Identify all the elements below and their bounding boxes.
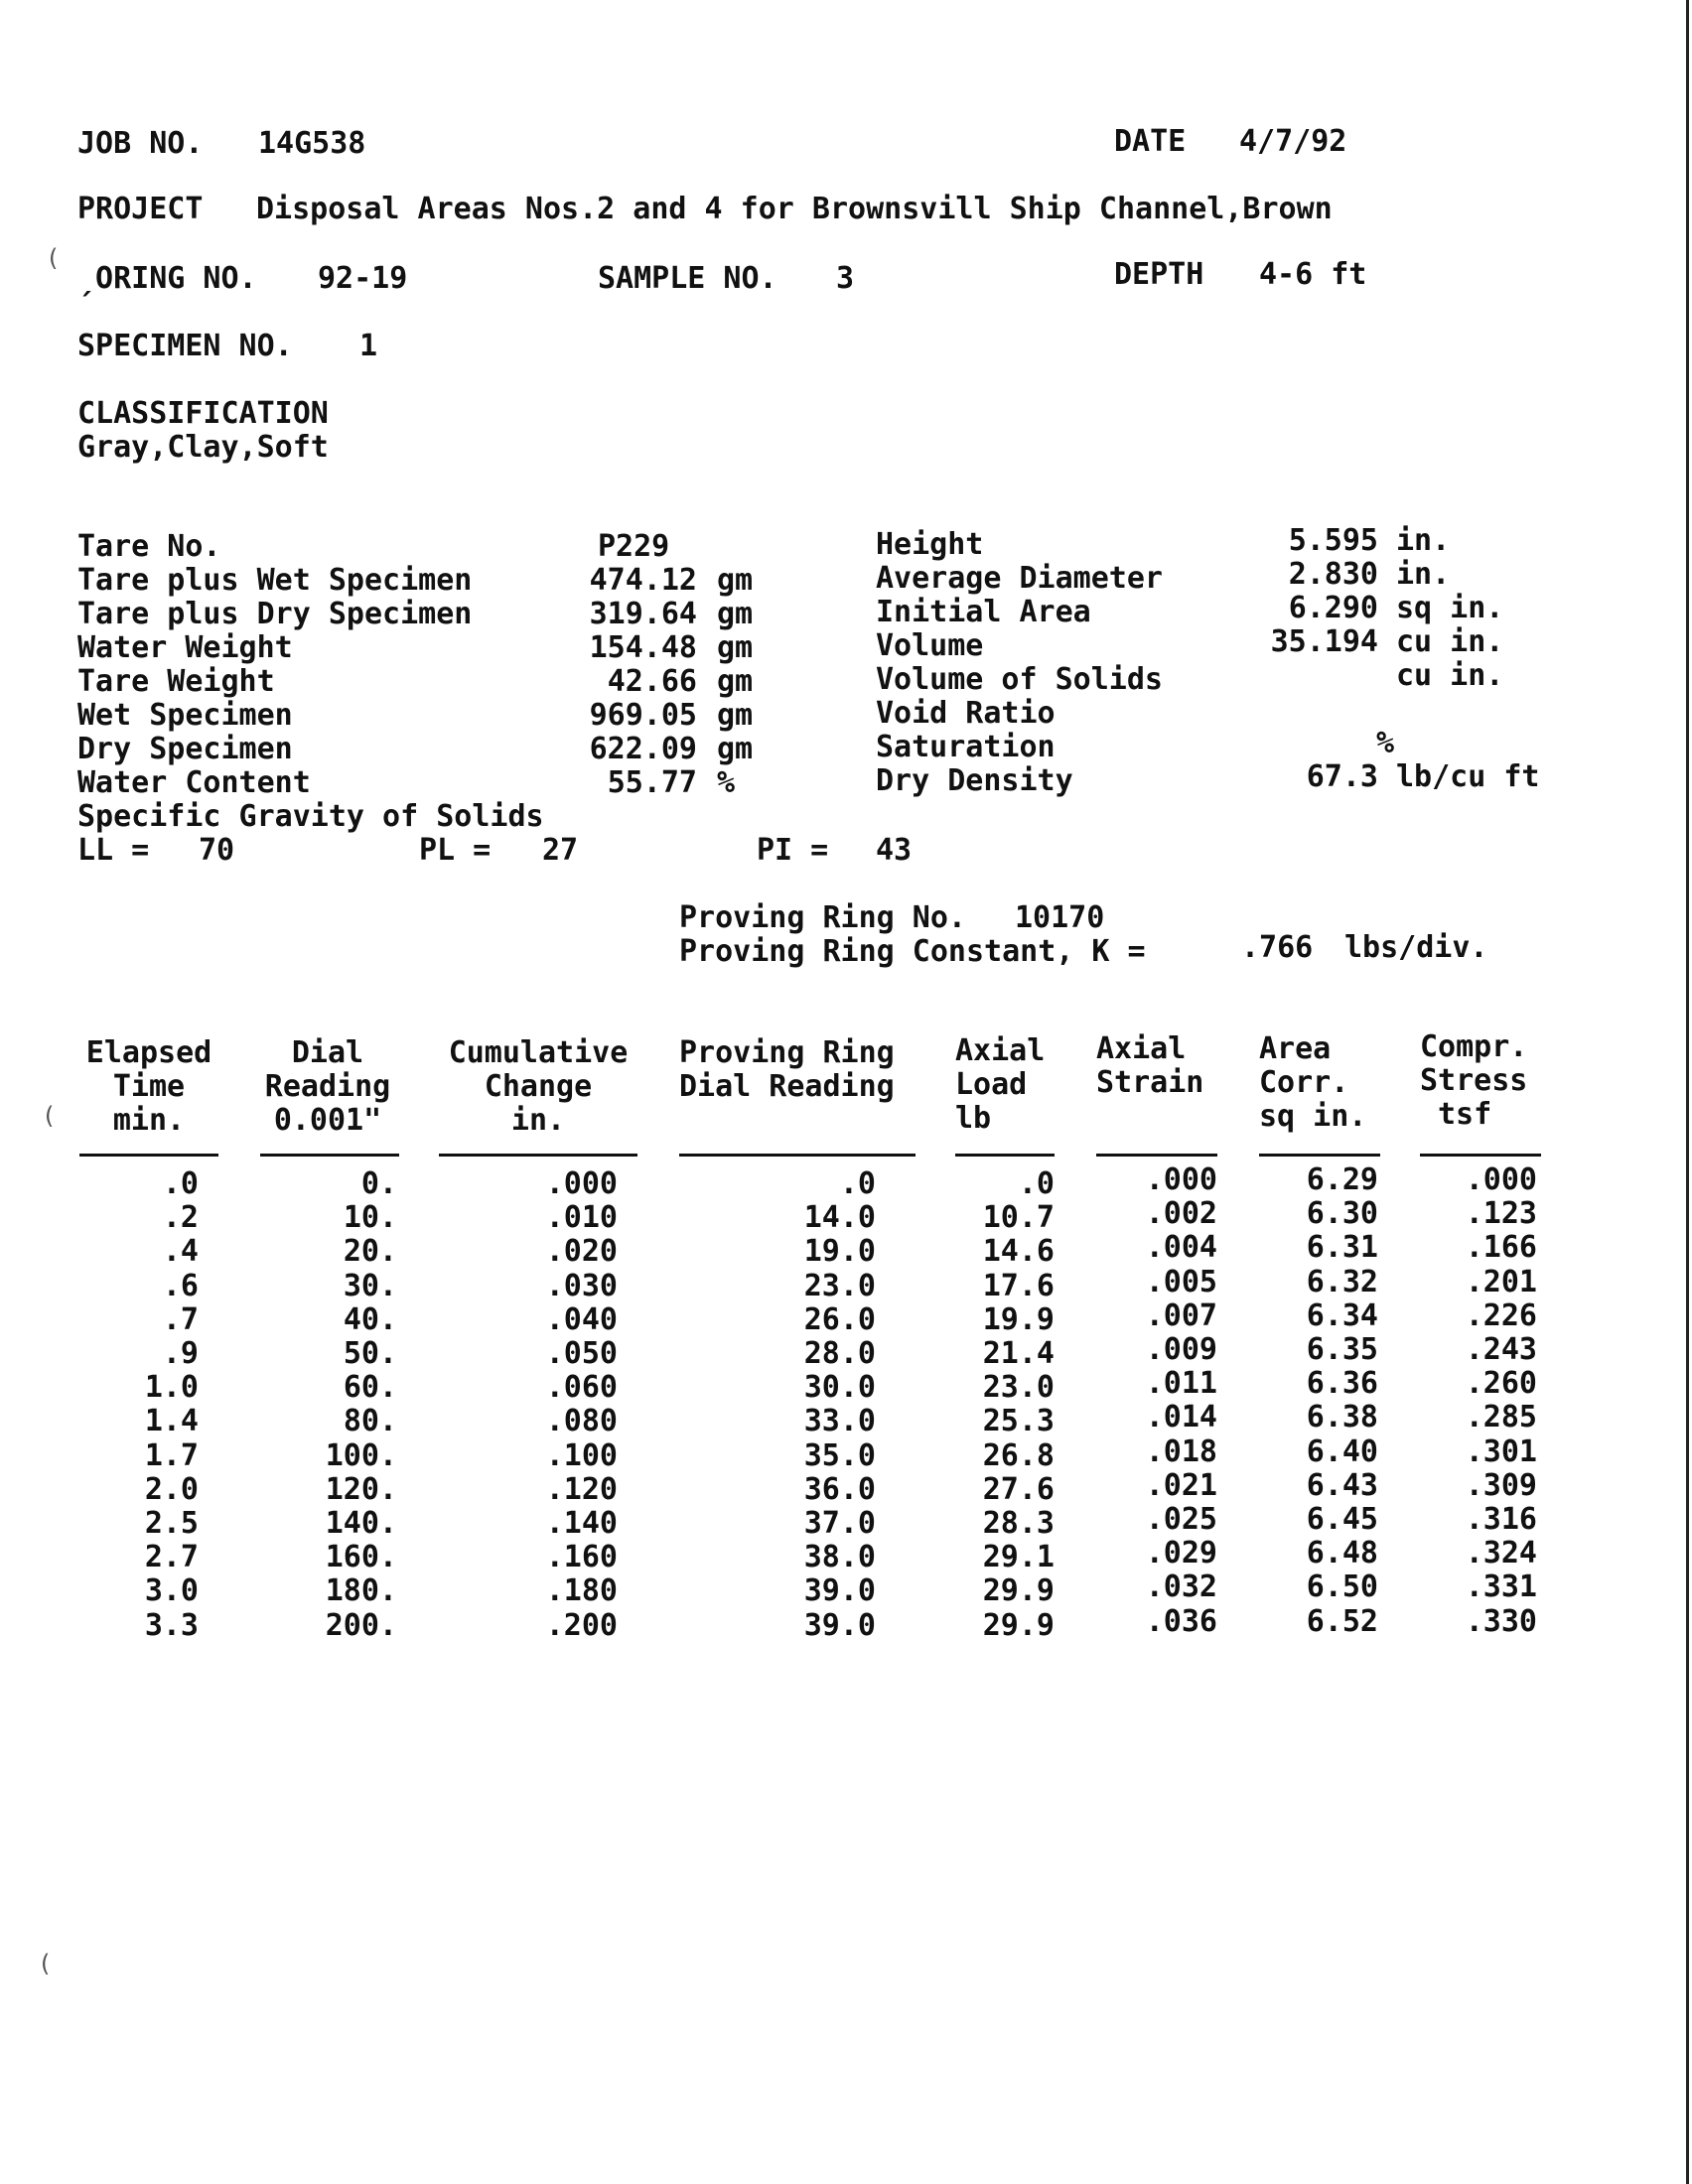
dial-reading-cell: 30.	[343, 1269, 397, 1303]
elapsed-time-cell: .7	[162, 1302, 199, 1337]
column-header: Stress	[1420, 1063, 1528, 1098]
proving-ring-reading-cell: 19.0	[803, 1234, 876, 1269]
axial-load-cell: 29.1	[982, 1540, 1055, 1574]
column-rule	[439, 1154, 637, 1157]
column-header: Area	[1259, 1031, 1332, 1066]
proving-ring-reading-cell: 23.0	[803, 1269, 876, 1303]
column-rule	[260, 1154, 399, 1157]
prop-unit: in.	[1396, 523, 1451, 558]
area-corr-cell: 6.48	[1306, 1536, 1378, 1570]
prop-value: 319.64	[589, 597, 697, 631]
dial-reading-cell: 0.	[360, 1166, 397, 1201]
area-corr-cell: 6.32	[1306, 1265, 1378, 1299]
compr-stress-cell: .201	[1465, 1265, 1537, 1299]
scan-mark: (	[46, 244, 61, 272]
elapsed-time-cell: 3.0	[144, 1573, 199, 1608]
dial-reading-cell: 140.	[325, 1506, 397, 1541]
prop-value: 2.830	[1288, 557, 1378, 592]
prop-value: 42.66	[607, 664, 697, 699]
elapsed-time-cell: .9	[162, 1336, 199, 1371]
column-header: Time	[112, 1069, 186, 1104]
proving-ring-reading-cell: 33.0	[803, 1404, 876, 1438]
proving-ring-reading-cell: 14.0	[803, 1200, 876, 1235]
compr-stress-cell: .285	[1465, 1400, 1537, 1434]
column-header: Elapsed	[85, 1035, 212, 1070]
cumulative-change-cell: .050	[545, 1336, 618, 1371]
prop-label: Average Diameter	[876, 561, 1163, 596]
compr-stress-cell: .226	[1465, 1298, 1537, 1333]
classification-value: Gray,Clay,Soft	[77, 430, 329, 465]
area-corr-cell: 6.45	[1306, 1502, 1378, 1537]
elapsed-time-cell: 3.3	[144, 1608, 199, 1643]
prop-label: Dry Density	[876, 763, 1073, 798]
area-corr-cell: 6.31	[1306, 1230, 1378, 1265]
cumulative-change-cell: .040	[545, 1302, 618, 1337]
cumulative-change-cell: .080	[545, 1404, 618, 1438]
axial-load-cell: .0	[1018, 1166, 1055, 1201]
compr-stress-cell: .000	[1465, 1162, 1537, 1197]
axial-strain-cell: .009	[1145, 1332, 1217, 1367]
axial-load-cell: 23.0	[982, 1370, 1055, 1405]
cumulative-change-cell: .060	[545, 1370, 618, 1405]
elapsed-time-cell: .4	[162, 1234, 199, 1269]
column-header: Corr.	[1259, 1065, 1349, 1100]
proving-ring-reading-cell: 37.0	[803, 1506, 876, 1541]
proving-ring-constant-value: .766	[1241, 930, 1314, 965]
dial-reading-cell: 80.	[343, 1404, 397, 1438]
axial-strain-cell: .004	[1145, 1230, 1217, 1265]
proving-ring-no-label: Proving Ring No.	[679, 900, 966, 935]
axial-strain-cell: .029	[1145, 1536, 1217, 1570]
dial-reading-cell: 100.	[325, 1438, 397, 1473]
column-header: Compr.	[1420, 1029, 1528, 1064]
prop-unit: gm	[717, 563, 754, 598]
job-value: 14G538	[258, 126, 366, 161]
column-header: Strain	[1096, 1065, 1204, 1100]
elapsed-time-cell: 1.7	[144, 1438, 199, 1473]
column-header: Axial	[955, 1033, 1046, 1068]
axial-strain-cell: .032	[1145, 1570, 1217, 1604]
prop-unit: lb/cu ft	[1396, 759, 1540, 794]
prop-label: Dry Specimen	[77, 732, 293, 766]
column-header: Dial Reading	[679, 1069, 895, 1104]
depth-value: 4-6 ft	[1259, 257, 1367, 292]
prop-unit: cu in.	[1396, 658, 1504, 693]
date-value: 4/7/92	[1239, 124, 1347, 159]
pl-value: 27	[542, 833, 579, 868]
dial-reading-cell: 40.	[343, 1302, 397, 1337]
prop-label: Volume of Solids	[876, 662, 1163, 697]
axial-strain-cell: .007	[1145, 1298, 1217, 1333]
area-corr-cell: 6.35	[1306, 1332, 1378, 1367]
compr-stress-cell: .316	[1465, 1502, 1537, 1537]
axial-load-cell: 21.4	[982, 1336, 1055, 1371]
proving-ring-reading-cell: .0	[839, 1166, 876, 1201]
cumulative-change-cell: .020	[545, 1234, 618, 1269]
elapsed-time-cell: .0	[162, 1166, 199, 1201]
area-corr-cell: 6.43	[1306, 1468, 1378, 1503]
dial-reading-cell: 120.	[325, 1472, 397, 1507]
prop-unit: sq in.	[1396, 591, 1504, 625]
prop-value: 5.595	[1288, 523, 1378, 558]
column-header: in.	[510, 1103, 566, 1138]
prop-value: 6.290	[1288, 591, 1378, 625]
column-rule	[79, 1154, 218, 1157]
prop-value: 67.3	[1306, 759, 1378, 794]
prop-label: Tare plus Dry Specimen	[77, 597, 473, 631]
prop-label: Initial Area	[876, 595, 1091, 629]
job-label: JOB NO.	[77, 126, 204, 161]
pl-label: PL =	[419, 833, 492, 868]
boring-label: ˏORING NO.	[77, 261, 257, 296]
specimen-value: 1	[359, 329, 378, 363]
column-header: Reading	[264, 1069, 391, 1104]
scan-edge-line	[1686, 0, 1689, 2184]
dial-reading-cell: 10.	[343, 1200, 397, 1235]
compr-stress-cell: .330	[1465, 1604, 1537, 1639]
column-header: Load	[955, 1067, 1028, 1102]
compr-stress-cell: .243	[1465, 1332, 1537, 1367]
cumulative-change-cell: .010	[545, 1200, 618, 1235]
area-corr-cell: 6.29	[1306, 1162, 1378, 1197]
cumulative-change-cell: .120	[545, 1472, 618, 1507]
specific-gravity-label: Specific Gravity of Solids	[77, 799, 544, 834]
column-header: Axial	[1096, 1031, 1187, 1066]
dial-reading-cell: 20.	[343, 1234, 397, 1269]
axial-strain-cell: .002	[1145, 1196, 1217, 1231]
prop-label: Saturation	[876, 730, 1056, 764]
column-header: tsf	[1438, 1097, 1492, 1132]
proving-ring-reading-cell: 39.0	[803, 1573, 876, 1608]
prop-unit: in.	[1396, 557, 1451, 592]
scan-mark: (	[42, 1102, 57, 1130]
prop-label: Height	[876, 527, 984, 562]
column-rule	[1096, 1154, 1217, 1157]
column-header: 0.001"	[273, 1103, 382, 1138]
column-header: min.	[112, 1103, 186, 1138]
project-label: PROJECT	[77, 192, 204, 226]
axial-strain-cell: .014	[1145, 1400, 1217, 1434]
axial-load-cell: 25.3	[982, 1404, 1055, 1438]
area-corr-cell: 6.34	[1306, 1298, 1378, 1333]
specimen-label: SPECIMEN NO.	[77, 329, 293, 363]
prop-unit: %	[717, 765, 736, 800]
axial-strain-cell: .011	[1145, 1366, 1217, 1401]
proving-ring-reading-cell: 35.0	[803, 1438, 876, 1473]
elapsed-time-cell: 2.0	[144, 1472, 199, 1507]
prop-unit: gm	[717, 630, 754, 665]
column-rule	[679, 1154, 916, 1157]
proving-ring-constant-unit: lbs/div.	[1344, 930, 1488, 965]
prop-unit: %	[1376, 726, 1395, 760]
prop-unit: gm	[717, 732, 754, 766]
prop-unit: gm	[717, 698, 754, 733]
column-rule	[1420, 1154, 1541, 1157]
prop-unit: cu in.	[1396, 624, 1504, 659]
pi-value: 43	[876, 833, 913, 868]
sample-label: SAMPLE NO.	[598, 261, 777, 296]
prop-value: 154.48	[589, 630, 697, 665]
compr-stress-cell: .309	[1465, 1468, 1537, 1503]
proving-ring-reading-cell: 30.0	[803, 1370, 876, 1405]
compr-stress-cell: .331	[1465, 1570, 1537, 1604]
dial-reading-cell: 180.	[325, 1573, 397, 1608]
column-header: Proving Ring	[679, 1035, 895, 1070]
elapsed-time-cell: 2.5	[144, 1506, 199, 1541]
dial-reading-cell: 200.	[325, 1608, 397, 1643]
axial-strain-cell: .005	[1145, 1265, 1217, 1299]
axial-load-cell: 27.6	[982, 1472, 1055, 1507]
axial-strain-cell: .036	[1145, 1604, 1217, 1639]
prop-label: Water Content	[77, 765, 311, 800]
axial-strain-cell: .000	[1145, 1162, 1217, 1197]
axial-load-cell: 14.6	[982, 1234, 1055, 1269]
prop-unit: gm	[717, 664, 754, 699]
column-header: Cumulative	[448, 1035, 629, 1070]
prop-label: Wet Specimen	[77, 698, 293, 733]
column-header: Change	[484, 1069, 593, 1104]
column-header: Dial	[291, 1035, 364, 1070]
dial-reading-cell: 160.	[325, 1540, 397, 1574]
column-header: lb	[955, 1101, 992, 1136]
cumulative-change-cell: .180	[545, 1573, 618, 1608]
classification-label: CLASSIFICATION	[77, 396, 329, 431]
prop-value: 622.09	[589, 732, 697, 766]
axial-load-cell: 29.9	[982, 1608, 1055, 1643]
column-rule	[1259, 1154, 1380, 1157]
cumulative-change-cell: .030	[545, 1269, 618, 1303]
cumulative-change-cell: .160	[545, 1540, 618, 1574]
prop-value: P229	[598, 529, 670, 564]
compr-stress-cell: .123	[1465, 1196, 1537, 1231]
ll-label: LL =	[77, 833, 150, 868]
area-corr-cell: 6.38	[1306, 1400, 1378, 1434]
axial-load-cell: 19.9	[982, 1302, 1055, 1337]
prop-label: Tare No.	[77, 529, 221, 564]
boring-value: 92-19	[318, 261, 408, 296]
axial-load-cell: 28.3	[982, 1506, 1055, 1541]
area-corr-cell: 6.52	[1306, 1604, 1378, 1639]
prop-unit: gm	[717, 597, 754, 631]
prop-value: 35.194	[1270, 624, 1378, 659]
elapsed-time-cell: 1.4	[144, 1404, 199, 1438]
proving-ring-reading-cell: 26.0	[803, 1302, 876, 1337]
prop-value: 969.05	[589, 698, 697, 733]
scan-mark: (	[38, 1950, 53, 1978]
axial-load-cell: 17.6	[982, 1269, 1055, 1303]
compr-stress-cell: .260	[1465, 1366, 1537, 1401]
elapsed-time-cell: 1.0	[144, 1370, 199, 1405]
axial-strain-cell: .025	[1145, 1502, 1217, 1537]
cumulative-change-cell: .140	[545, 1506, 618, 1541]
date-label: DATE	[1114, 124, 1187, 159]
sample-value: 3	[836, 261, 855, 296]
ll-value: 70	[199, 833, 235, 868]
cumulative-change-cell: .200	[545, 1608, 618, 1643]
axial-load-cell: 10.7	[982, 1200, 1055, 1235]
prop-label: Water Weight	[77, 630, 293, 665]
cumulative-change-cell: .100	[545, 1438, 618, 1473]
prop-value: 474.12	[589, 563, 697, 598]
cumulative-change-cell: .000	[545, 1166, 618, 1201]
proving-ring-no-value: 10170	[1015, 900, 1105, 935]
prop-label: Tare Weight	[77, 664, 275, 699]
column-header: sq in.	[1259, 1099, 1367, 1134]
proving-ring-reading-cell: 36.0	[803, 1472, 876, 1507]
axial-strain-cell: .021	[1145, 1468, 1217, 1503]
area-corr-cell: 6.30	[1306, 1196, 1378, 1231]
area-corr-cell: 6.50	[1306, 1570, 1378, 1604]
depth-label: DEPTH	[1114, 257, 1204, 292]
column-rule	[955, 1154, 1055, 1157]
axial-load-cell: 26.8	[982, 1438, 1055, 1473]
dial-reading-cell: 50.	[343, 1336, 397, 1371]
area-corr-cell: 6.40	[1306, 1434, 1378, 1469]
compr-stress-cell: .166	[1465, 1230, 1537, 1265]
area-corr-cell: 6.36	[1306, 1366, 1378, 1401]
elapsed-time-cell: 2.7	[144, 1540, 199, 1574]
pi-label: PI =	[757, 833, 829, 868]
axial-load-cell: 29.9	[982, 1573, 1055, 1608]
proving-ring-reading-cell: 39.0	[803, 1608, 876, 1643]
proving-ring-constant-label: Proving Ring Constant, K =	[679, 934, 1146, 969]
project-value: Disposal Areas Nos.2 and 4 for Brownsvill Ship Channel,Brown	[256, 192, 1333, 226]
prop-label: Volume	[876, 628, 984, 663]
compr-stress-cell: .324	[1465, 1536, 1537, 1570]
axial-strain-cell: .018	[1145, 1434, 1217, 1469]
proving-ring-reading-cell: 38.0	[803, 1540, 876, 1574]
prop-label: Void Ratio	[876, 696, 1056, 731]
dial-reading-cell: 60.	[343, 1370, 397, 1405]
proving-ring-reading-cell: 28.0	[803, 1336, 876, 1371]
prop-value: 55.77	[607, 765, 697, 800]
compr-stress-cell: .301	[1465, 1434, 1537, 1469]
prop-label: Tare plus Wet Specimen	[77, 563, 473, 598]
elapsed-time-cell: .6	[162, 1269, 199, 1303]
elapsed-time-cell: .2	[162, 1200, 199, 1235]
